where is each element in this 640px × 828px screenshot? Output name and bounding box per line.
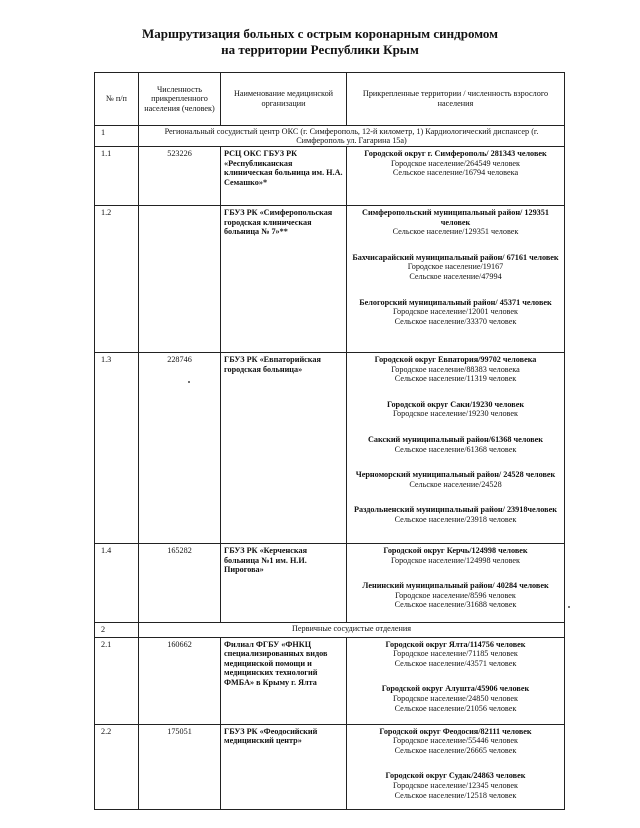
section-row	[95, 126, 565, 147]
territory-detail: Городское население/19230 человек	[393, 409, 518, 419]
section-title: Первичные сосудистые отделения	[139, 623, 565, 638]
row-org: РСЦ ОКС ГБУЗ РК «Республиканская клиническая больница им. Н.А. Семашко»*	[221, 147, 347, 206]
header-org: Наименование медицинской организации	[221, 73, 347, 126]
territory-block	[350, 640, 561, 669]
row-org: Филиал ФГБУ «ФНКЦ специализированных видов медицинской помощи и медицинских технологий ФМБА» в Крыму г. Ялта	[221, 637, 347, 724]
territory-name: Городской округ Ялта/114756 человек	[385, 639, 526, 649]
row-territories	[347, 353, 565, 544]
row-num: 1.3	[95, 353, 139, 544]
territory-name: Городской округ Феодосия/82111 человек	[379, 726, 532, 736]
row-org: ГБУЗ РК «Евпаторийская городская больница»	[221, 353, 347, 544]
territory-name: Городской округ Судак/24863 человек	[385, 771, 526, 781]
table-body	[95, 126, 565, 810]
territory-detail: Сельское население/12518 человек	[394, 790, 517, 800]
scan-speck	[568, 606, 570, 608]
territory-detail: Городское население/71185 человек	[393, 649, 518, 659]
document-title	[0, 26, 640, 58]
row-num: 1.4	[95, 544, 139, 623]
territory-name: Городской округ Керчь/124998 человек	[383, 546, 528, 555]
territory-block	[350, 727, 561, 756]
table-row	[95, 544, 565, 623]
territory-detail: Сельское население/61368 человек	[394, 444, 517, 454]
row-population	[139, 206, 221, 353]
header-num: № п/п	[95, 73, 139, 126]
section-num: 1	[95, 126, 139, 147]
row-num: 2.2	[95, 724, 139, 809]
territory-block	[350, 149, 561, 178]
territory-name: Городской округ Саки/19230 человек	[386, 399, 525, 409]
row-population: 160662	[139, 637, 221, 724]
territory-block	[350, 208, 561, 237]
territory-detail: Городское население/124998 человек	[390, 555, 521, 565]
territory-detail: Сельское население/47994	[409, 271, 502, 281]
territory-name: Черноморский муниципальный район/ 24528 человек	[355, 470, 556, 480]
territory-block	[350, 771, 561, 800]
territory-detail: Сельское население/11319 человек	[394, 374, 517, 384]
routing-table	[94, 72, 565, 810]
territory-name: Белогорский муниципальный район/ 45371 человек	[359, 297, 552, 307]
territory-detail: Городское население/24850 человек	[393, 693, 518, 703]
territory-block	[350, 253, 561, 282]
row-num: 1.2	[95, 206, 139, 353]
title-line-1: Маршрутизация больных с острым коронарным синдромом	[141, 26, 499, 41]
territory-detail: Городское население/8596 человек	[395, 590, 516, 600]
row-org: ГБУЗ РК «Симферопольская городская клиническая больница № 7»**	[221, 206, 347, 353]
table-row	[95, 147, 565, 206]
territory-block	[350, 546, 561, 565]
row-population: 228746	[139, 353, 221, 544]
territory-block	[350, 505, 561, 524]
territory-block	[350, 298, 561, 327]
territory-name: Симферопольский муниципальный район/ 129351 человек	[362, 208, 549, 227]
territory-name: Бахчисарайский муниципальный район/ 67161 человек	[352, 252, 559, 262]
section-num: 2	[95, 623, 139, 638]
territory-name: Раздольненский муниципальный район/ 23918человек	[354, 505, 557, 515]
territory-detail: Сельское население/26665 человек	[394, 745, 517, 755]
territory-detail: Сельское население/31688 человек	[394, 600, 517, 610]
territory-detail: Сельское население/16794 человека	[392, 168, 519, 178]
territory-detail: Сельское население/43571 человек	[394, 658, 517, 668]
row-org: ГБУЗ РК «Феодосийский медицинский центр»	[221, 724, 347, 809]
header-population: Численность прикрепленного населения (человек)	[139, 73, 221, 126]
row-org: ГБУЗ РК «Керченская больница №1 им. Н.И. Пирогова»	[221, 544, 347, 623]
territory-block	[350, 355, 561, 384]
row-territories	[347, 544, 565, 623]
row-territories	[347, 206, 565, 353]
table-row	[95, 206, 565, 353]
row-population: 523226	[139, 147, 221, 206]
header-row	[95, 73, 565, 126]
territory-detail: Городское население/12345 человек	[393, 780, 518, 790]
row-territories	[347, 147, 565, 206]
territory-detail: Сельское население/24528	[409, 479, 502, 489]
section-row	[95, 623, 565, 638]
territory-name: Сакский муниципальный район/61368 человек	[367, 434, 544, 444]
territory-name: Городской округ г. Симферополь/ 281343 человек	[364, 149, 547, 158]
row-population: 175051	[139, 724, 221, 809]
row-territories	[347, 637, 565, 724]
section-title: Региональный сосудистый центр ОКС (г. Симферополь, 12-й километр, 1) Кардиологический диспансер (г. Симферополь ул. Гагарина 15а)	[139, 126, 565, 147]
row-num: 1.1	[95, 147, 139, 206]
row-population: 165282	[139, 544, 221, 623]
row-territories	[347, 724, 565, 809]
territory-detail: Сельское население/33370 человек	[394, 316, 517, 326]
territory-name: Городской округ Алушта/45906 человек	[381, 684, 530, 694]
territory-block	[350, 470, 561, 489]
table-row	[95, 637, 565, 724]
header-territory: Прикрепленные территории / численность взрослого населения	[347, 73, 565, 126]
row-num: 2.1	[95, 637, 139, 724]
territory-block	[350, 435, 561, 454]
table-row	[95, 724, 565, 809]
territory-detail: Городское население/264549 человек	[390, 158, 521, 168]
territory-detail: Сельское население/129351 человек	[392, 227, 519, 237]
territory-detail: Городское население/12001 человек	[393, 307, 518, 317]
scan-speck	[188, 381, 190, 383]
territory-block	[350, 581, 561, 610]
territory-detail: Городское население/19167	[407, 262, 504, 272]
territory-detail: Городское население/55446 человек	[393, 736, 518, 746]
territory-detail: Сельское население/21056 человек	[394, 703, 517, 713]
territory-block	[350, 400, 561, 419]
territory-block	[350, 684, 561, 713]
territory-detail: Городское население/88383 человека	[391, 364, 520, 374]
territory-name: Ленинский муниципальный район/ 40284 человек	[362, 581, 549, 591]
territory-detail: Сельское население/23918 человек	[394, 514, 517, 524]
territory-name: Городской округ Евпатория/99702 человека	[374, 355, 537, 364]
table-row	[95, 353, 565, 544]
title-line-2: на территории Республики Крым	[221, 42, 419, 57]
